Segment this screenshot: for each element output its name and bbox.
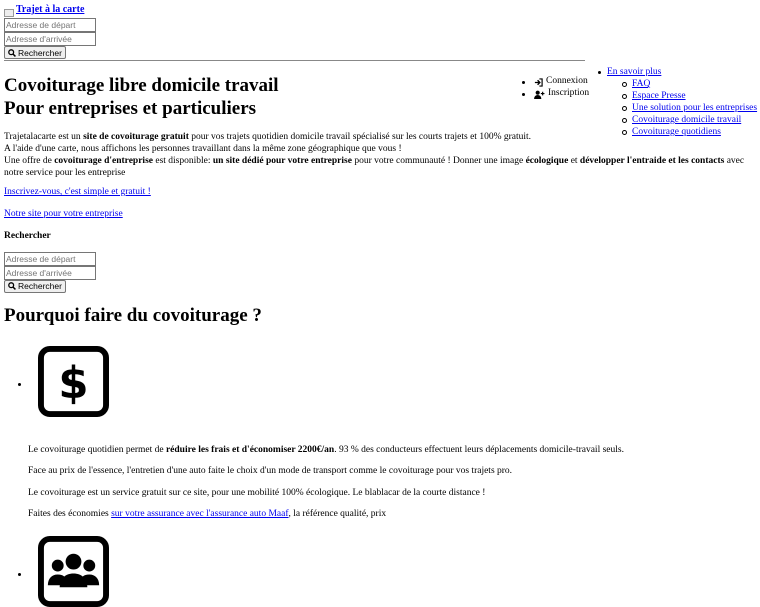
why-p4 [28,508,648,520]
search-button-2[interactable] [4,280,66,293]
arrival-input-2[interactable] [4,266,96,280]
text-bold: réduire les frais et d'économiser 2200€/an [165,445,335,455]
menu-item [632,102,757,114]
text: Trajetalacarte est un [4,132,84,142]
learn-more-menu [598,66,757,138]
text-bold: écologique [525,156,569,166]
divider [4,60,585,61]
list-bullet [18,573,21,576]
bullet [522,81,525,84]
login-item[interactable] [522,76,589,88]
menu-title-link[interactable]: En savoir plus [607,67,662,77]
text-bold: site de covoiturage gratuit [83,132,189,142]
users-icon [38,536,109,607]
text: Faites des économies [28,509,112,519]
why-p3: Le covoiturage est un service gratuit sur ce site, pour une mobilité 100% écologique. Le blablacar de la courte distance ! [28,488,486,498]
menu-title-row [598,66,757,78]
auth-links [522,76,589,100]
why-p1 [28,444,648,456]
bullet [598,71,601,74]
dollar-icon [38,346,109,417]
search-button-label: Rechercher [18,47,62,58]
menu-link-business[interactable]: Une solution pour les entreprises [632,103,758,113]
text-bold: un site dédié pour votre entreprise [212,156,352,166]
search-icon [8,49,16,57]
text: , la référence qualité, prix [288,509,387,519]
signup-label: Inscription [548,88,590,99]
header-search-form [4,4,96,61]
text: et [568,156,580,166]
page-title [4,74,279,120]
svg-text:$: $ [58,358,89,409]
search-button[interactable] [4,46,66,59]
menu-link-press[interactable]: Espace Presse [632,91,686,101]
menu-sublist [598,78,757,138]
text: est disponible: [152,156,213,166]
list-bullet [18,383,21,386]
logo-link-wrapper [4,4,96,17]
intro-p1 [4,132,531,142]
sign-in-icon [534,78,543,87]
search-icon [8,282,16,290]
text-bold: développer l'entraide et les contacts [579,156,725,166]
insurance-link[interactable]: sur votre assurance avec l'assurance auto Maaf [111,509,289,519]
logo-link[interactable]: Trajet à la carte [16,4,85,15]
search-button-label: Rechercher [18,281,62,292]
user-plus-icon [534,90,545,99]
menu-item [632,114,757,126]
page-title-line1: Covoiturage libre domicile travail [4,75,279,96]
intro-p3 [4,156,744,178]
intro-text [4,131,756,179]
menu-item [632,90,757,102]
signup-item[interactable] [522,88,589,100]
text: pour vos trajets quotidien domicile travail spécialisé sur les courts trajets et 100% gratuit. [188,132,532,142]
text: avec notre service pour les entreprise [4,156,745,178]
why-p2: Face au prix de l'essence, l'entretien d'une auto faite le choix d'un mode de transport comme le covoiturage pour vos trajets pro. [28,466,513,476]
intro-p2: A l'aide d'une carte, nous affichons les personnes travaillant dans la même zone géographique que vous ! [4,144,402,154]
text: pour votre communauté ! Donner une image [351,156,526,166]
bullet [522,93,525,96]
menu-link-faq[interactable]: FAQ [632,79,651,89]
text: Le covoiturage quotidien permet de [28,445,166,455]
search-section [4,231,96,295]
why-title: Pourquoi faire du covoiturage ? [4,305,262,326]
text: Une offre de [4,156,55,166]
company-site-link[interactable]: Notre site pour votre entreprise [4,209,123,219]
departure-input[interactable] [4,18,96,32]
text-bold: covoiturage d'entreprise [54,156,153,166]
text: . 93 % des conducteurs effectuent leurs déplacements domicile-travail seuls. [334,445,624,455]
search-section-label: Rechercher [4,231,51,241]
departure-input-2[interactable] [4,252,96,266]
menu-link-daily[interactable]: Covoiturage quotidiens [632,127,721,137]
menu-item [632,78,757,90]
signup-link[interactable]: Inscrivez-vous, c'est simple et gratuit ! [4,187,151,197]
menu-link-commute[interactable]: Covoiturage domicile travail [632,115,742,125]
page-title-line2: Pour entreprises et particuliers [4,98,257,119]
arrival-input[interactable] [4,32,96,46]
broken-image-icon [4,9,14,17]
login-label: Connexion [546,76,588,87]
